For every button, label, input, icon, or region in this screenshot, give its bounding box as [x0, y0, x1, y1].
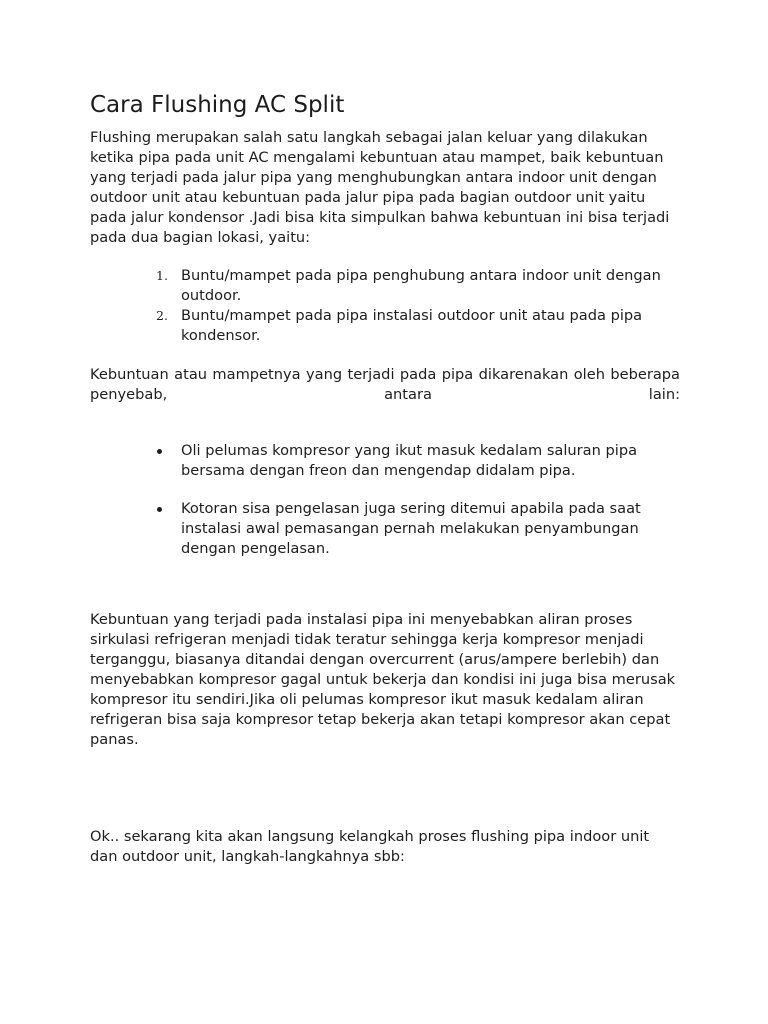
- causes-intro-paragraph: Kebuntuan atau mampetnya yang terjadi pada pipa dikarenakan oleh beberapa penyebab, antara lain:: [90, 366, 680, 403]
- list-number: 2.: [156, 308, 168, 323]
- location-item: [90, 266, 680, 306]
- cause-item: [90, 441, 680, 481]
- location-list: [90, 266, 680, 346]
- location-item: [90, 306, 680, 346]
- location-item-text: Buntu/mampet pada pipa penghubung antara indoor unit dengan outdoor.: [181, 267, 661, 304]
- location-item-text: Buntu/mampet pada pipa instalasi outdoor unit atau pada pipa kondensor.: [181, 307, 643, 344]
- bullet-icon: [157, 449, 162, 454]
- intro-paragraph: Flushing merupakan salah satu langkah sebagai jalan keluar yang dilakukan ketika pipa pada unit AC mengalami kebuntuan atau mampet, baik kebuntuan yang terjadi pada jalur pipa yang menghubungkan antara indoor unit dengan outdoor unit atau kebuntuan pada jalur pipa pada bagian outdoor unit yaitu pada jalur kondensor .Jadi bisa kita simpulkan bahwa kebuntuan ini bisa terjadi pada dua bagian lokasi, yaitu:: [90, 129, 670, 246]
- cause-item-text: Oli pelumas kompresor yang ikut masuk kedalam saluran pipa bersama dengan freon dan mengendap didalam pipa.: [181, 442, 638, 479]
- cause-item: [90, 499, 680, 559]
- bullet-icon: [157, 507, 162, 512]
- steps-intro-paragraph: Ok.. sekarang kita akan langsung kelangkah proses flushing pipa indoor unit dan outdoor unit, langkah-langkahnya sbb:: [90, 828, 650, 865]
- effects-paragraph: Kebuntuan yang terjadi pada instalasi pipa ini menyebabkan aliran proses sirkulasi refrigeran menjadi tidak teratur sehingga kerja kompresor menjadi terganggu, biasanya ditandai dengan overcurrent (arus/ampere berlebih) dan menyebabkan kompresor gagal untuk bekerja dan kondisi ini juga bisa merusak kompresor itu sendiri.Jika oli pelumas kompresor ikut masuk kedalam aliran refrigeran bisa saja kompresor tetap bekerja akan tetapi kompresor akan cepat panas.: [90, 611, 676, 748]
- cause-list: [90, 499, 680, 559]
- cause-item-text: Kotoran sisa pengelasan juga sering ditemui apabila pada saat instalasi awal pemasangan pernah melakukan penyambungan dengan pengelasan.: [181, 500, 641, 557]
- cause-list: [90, 441, 680, 481]
- document-title: Cara Flushing AC Split: [90, 92, 345, 118]
- list-number: 1.: [156, 268, 168, 283]
